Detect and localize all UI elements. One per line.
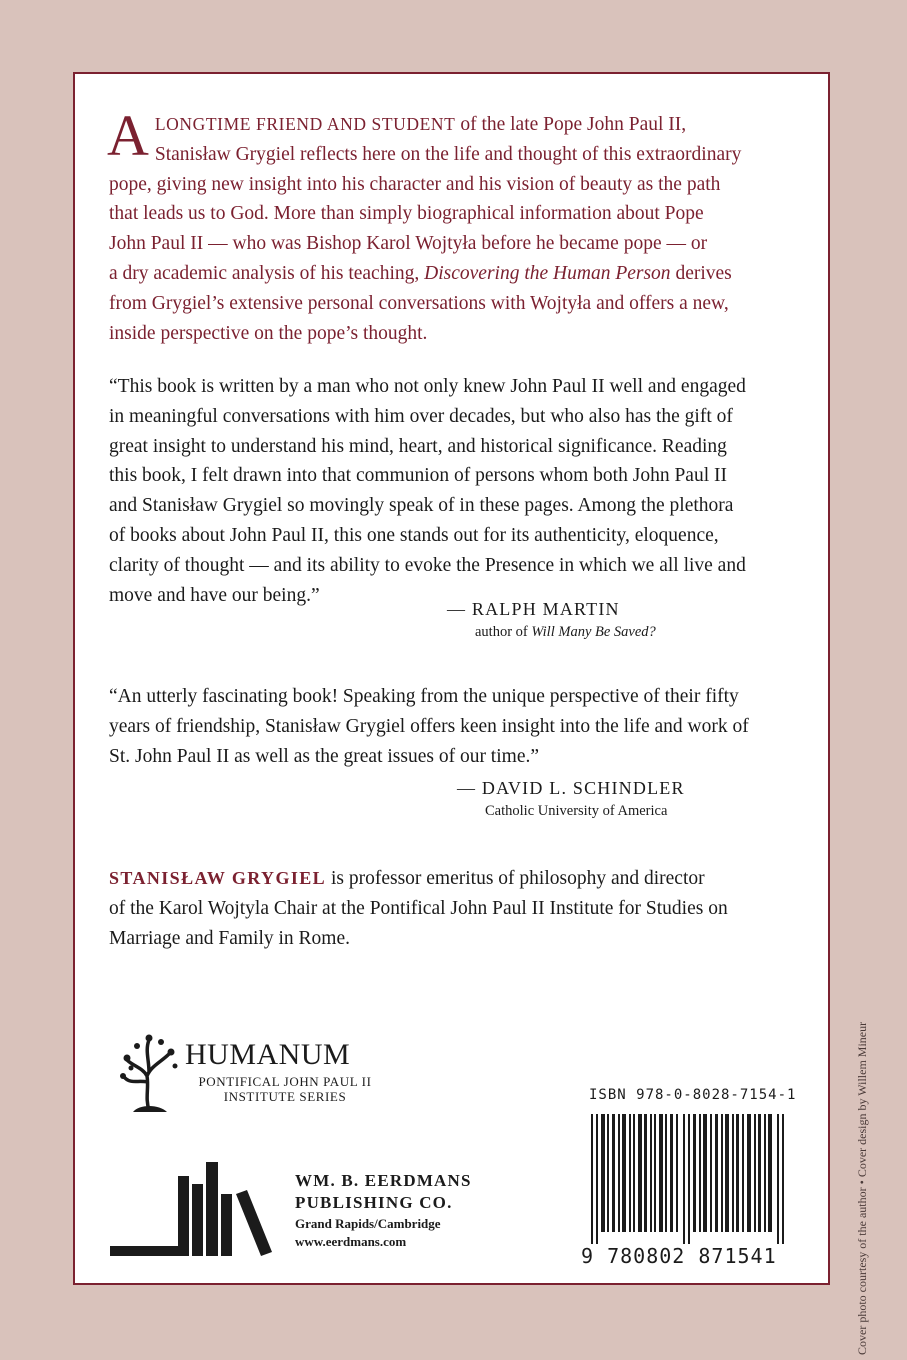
quote-line: clarity of thought — and its ability to evoke the Presence in which we all live and bbox=[109, 554, 746, 576]
endorsement-attribution-1 bbox=[447, 599, 656, 641]
quote-line: “This book is written by a man who not only knew John Paul II well and engaged bbox=[109, 376, 746, 397]
blurb-line: Stanisław Grygiel reflects here on the life and thought of this extraordinary bbox=[154, 143, 742, 165]
endorser-name: — DAVID L. SCHINDLER bbox=[457, 778, 685, 798]
blurb-lead: LONGTIME FRIEND AND STUDENT bbox=[154, 114, 456, 134]
blurb-line: from Grygiel’s extensive personal conversations with Wojtyła and offers a new, bbox=[109, 292, 729, 314]
series-title: HUMANUM bbox=[185, 1038, 351, 1071]
tree-icon bbox=[119, 1032, 181, 1112]
blurb-line: inside perspective on the pope’s thought. bbox=[109, 322, 428, 344]
quote-line: and Stanisław Grygiel so movingly speak of in these pages. Among the plethora bbox=[109, 495, 734, 517]
publisher-name: WM. B. EERDMANS bbox=[295, 1171, 472, 1190]
publisher-info bbox=[295, 1170, 472, 1250]
quote-line: move and have our being.” bbox=[109, 584, 320, 606]
blurb-line: of the late Pope John Paul II, bbox=[455, 114, 687, 135]
endorsement-quote-2 bbox=[109, 682, 799, 771]
barcode-number: 9 780802 871541 bbox=[581, 1244, 777, 1268]
barcode bbox=[591, 1114, 789, 1244]
endorser-name: — RALPH MARTIN bbox=[447, 599, 620, 619]
series-subtitle-line: INSTITUTE SERIES bbox=[223, 1089, 347, 1104]
quote-line: years of friendship, Stanisław Grygiel offers keen insight into the life and work of bbox=[109, 715, 749, 737]
quote-line: this book, I felt drawn into that communion of persons whom both John Paul II bbox=[109, 465, 727, 487]
publisher-website: www.eerdmans.com bbox=[295, 1234, 407, 1249]
book-blurb bbox=[107, 103, 799, 348]
publisher-city: Grand Rapids/Cambridge bbox=[295, 1216, 441, 1231]
series-subtitle bbox=[185, 1074, 385, 1104]
book-title: Discovering the Human Person bbox=[424, 262, 671, 284]
quote-line: “An utterly fascinating book! Speaking from the unique perspective of their fifty bbox=[109, 686, 739, 707]
eerdmans-books-logo bbox=[110, 1154, 280, 1264]
blurb-line: John Paul II — who was Bishop Karol Wojtyła before he became pope — or bbox=[109, 233, 708, 255]
drop-cap: A bbox=[107, 103, 149, 168]
endorsement-attribution-2 bbox=[457, 778, 685, 820]
quote-line: of books about John Paul II, this one stands out for its authenticity, eloquence, bbox=[109, 524, 719, 546]
back-cover-panel bbox=[73, 72, 830, 1285]
endorser-role bbox=[447, 624, 656, 641]
endorser-book-title: Will Many Be Saved? bbox=[531, 624, 656, 640]
blurb-line: a dry academic analysis of his teaching, bbox=[109, 262, 425, 284]
author-name: STANISŁAW GRYGIEL bbox=[109, 868, 327, 888]
blurb-line: that leads us to God. More than simply biographical information about Pope bbox=[109, 203, 704, 225]
series-logo bbox=[119, 1032, 399, 1112]
author-bio bbox=[109, 864, 799, 953]
endorsement-quote-1 bbox=[109, 372, 799, 610]
isbn-label: ISBN 978-0-8028-7154-1 bbox=[589, 1087, 797, 1103]
blurb-line: pope, giving new insight into his character and his vision of beauty as the path bbox=[109, 173, 721, 195]
publisher-name: PUBLISHING CO. bbox=[295, 1193, 453, 1212]
bio-line: Marriage and Family in Rome. bbox=[109, 927, 350, 949]
cover-credit: Cover photo courtesy of the author • Cover design by Willem Mineur bbox=[855, 1021, 869, 1355]
series-subtitle-line: PONTIFICAL JOHN PAUL II bbox=[198, 1074, 372, 1089]
endorser-role-prefix: author of bbox=[475, 624, 532, 640]
endorser-role: Catholic University of America bbox=[485, 803, 668, 819]
quote-line: St. John Paul II as well as the great issues of our time.” bbox=[109, 745, 539, 767]
blurb-line: derives bbox=[670, 262, 732, 284]
quote-line: great insight to understand his mind, heart, and historical significance. Reading bbox=[109, 435, 727, 457]
bio-line: is professor emeritus of philosophy and director bbox=[326, 868, 705, 889]
bio-line: of the Karol Wojtyla Chair at the Pontifical John Paul II Institute for Studies on bbox=[109, 897, 728, 919]
quote-line: in meaningful conversations with him over decades, but who also has the gift of bbox=[109, 405, 733, 427]
